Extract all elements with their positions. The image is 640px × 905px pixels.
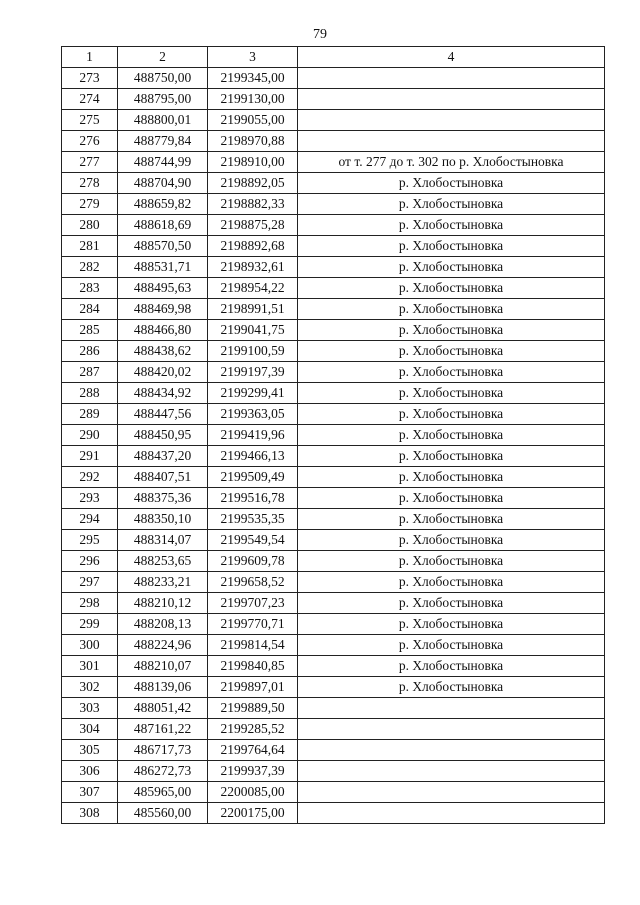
y-coordinate-cell: 2200175,00 — [208, 803, 298, 824]
y-coordinate-cell: 2199707,23 — [208, 593, 298, 614]
y-coordinate-cell: 2198882,33 — [208, 194, 298, 215]
y-coordinate-cell: 2200085,00 — [208, 782, 298, 803]
x-coordinate-cell: 488659,82 — [118, 194, 208, 215]
point-number-cell: 306 — [62, 761, 118, 782]
x-coordinate-cell: 488447,56 — [118, 404, 208, 425]
description-cell — [298, 719, 605, 740]
y-coordinate-cell: 2198970,88 — [208, 131, 298, 152]
y-coordinate-cell: 2199285,52 — [208, 719, 298, 740]
description-cell: р. Хлобостыновка — [298, 194, 605, 215]
description-cell: р. Хлобостыновка — [298, 236, 605, 257]
table-row — [62, 782, 605, 803]
page-number: 79 — [313, 27, 327, 42]
x-coordinate-cell: 488469,98 — [118, 299, 208, 320]
x-coordinate-cell: 488407,51 — [118, 467, 208, 488]
description-cell: р. Хлобостыновка — [298, 635, 605, 656]
table-row — [62, 362, 605, 383]
point-number-cell: 303 — [62, 698, 118, 719]
description-cell: р. Хлобостыновка — [298, 614, 605, 635]
y-coordinate-cell: 2199345,00 — [208, 68, 298, 89]
table-row — [62, 68, 605, 89]
y-coordinate-cell: 2199509,49 — [208, 467, 298, 488]
description-cell: р. Хлобостыновка — [298, 593, 605, 614]
description-cell — [298, 782, 605, 803]
table-row — [62, 656, 605, 677]
x-coordinate-cell: 488438,62 — [118, 341, 208, 362]
point-number-cell: 283 — [62, 278, 118, 299]
table-row — [62, 173, 605, 194]
point-number-cell: 301 — [62, 656, 118, 677]
x-coordinate-cell: 488224,96 — [118, 635, 208, 656]
description-cell: р. Хлобостыновка — [298, 257, 605, 278]
x-coordinate-cell: 486272,73 — [118, 761, 208, 782]
point-number-cell: 280 — [62, 215, 118, 236]
y-coordinate-cell: 2199764,64 — [208, 740, 298, 761]
table-row — [62, 572, 605, 593]
y-coordinate-cell: 2199100,59 — [208, 341, 298, 362]
y-coordinate-cell: 2198932,61 — [208, 257, 298, 278]
description-cell: р. Хлобостыновка — [298, 530, 605, 551]
point-number-cell: 289 — [62, 404, 118, 425]
y-coordinate-cell: 2199889,50 — [208, 698, 298, 719]
y-coordinate-cell: 2198991,51 — [208, 299, 298, 320]
x-coordinate-cell: 488434,92 — [118, 383, 208, 404]
y-coordinate-cell: 2199814,54 — [208, 635, 298, 656]
y-coordinate-cell: 2199658,52 — [208, 572, 298, 593]
table-row — [62, 236, 605, 257]
description-cell — [298, 740, 605, 761]
description-cell: р. Хлобостыновка — [298, 677, 605, 698]
x-coordinate-cell: 488800,01 — [118, 110, 208, 131]
y-coordinate-cell: 2199419,96 — [208, 425, 298, 446]
x-coordinate-cell: 486717,73 — [118, 740, 208, 761]
table-row — [62, 530, 605, 551]
description-cell — [298, 68, 605, 89]
x-coordinate-cell: 488495,63 — [118, 278, 208, 299]
description-cell: р. Хлобостыновка — [298, 656, 605, 677]
description-cell: р. Хлобостыновка — [298, 572, 605, 593]
table-row — [62, 341, 605, 362]
point-number-cell: 287 — [62, 362, 118, 383]
x-coordinate-cell: 488139,06 — [118, 677, 208, 698]
table-row — [62, 89, 605, 110]
column-header-1: 1 — [62, 47, 118, 68]
y-coordinate-cell: 2198892,68 — [208, 236, 298, 257]
description-cell: р. Хлобостыновка — [298, 215, 605, 236]
point-number-cell: 293 — [62, 488, 118, 509]
column-header-3: 3 — [208, 47, 298, 68]
x-coordinate-cell: 488210,07 — [118, 656, 208, 677]
point-number-cell: 286 — [62, 341, 118, 362]
y-coordinate-cell: 2199937,39 — [208, 761, 298, 782]
x-coordinate-cell: 488314,07 — [118, 530, 208, 551]
table-row — [62, 719, 605, 740]
point-number-cell: 302 — [62, 677, 118, 698]
point-number-cell: 276 — [62, 131, 118, 152]
point-number-cell: 285 — [62, 320, 118, 341]
description-cell — [298, 131, 605, 152]
table-row — [62, 215, 605, 236]
point-number-cell: 308 — [62, 803, 118, 824]
point-number-cell: 284 — [62, 299, 118, 320]
y-coordinate-cell: 2199609,78 — [208, 551, 298, 572]
x-coordinate-cell: 485965,00 — [118, 782, 208, 803]
table-row — [62, 635, 605, 656]
point-number-cell: 298 — [62, 593, 118, 614]
y-coordinate-cell: 2199363,05 — [208, 404, 298, 425]
point-number-cell: 281 — [62, 236, 118, 257]
description-cell: р. Хлобостыновка — [298, 299, 605, 320]
table-row — [62, 803, 605, 824]
point-number-cell: 278 — [62, 173, 118, 194]
x-coordinate-cell: 488437,20 — [118, 446, 208, 467]
description-cell — [298, 110, 605, 131]
x-coordinate-cell: 487161,22 — [118, 719, 208, 740]
table-row — [62, 152, 605, 173]
table-row — [62, 467, 605, 488]
point-number-cell: 277 — [62, 152, 118, 173]
point-number-cell: 273 — [62, 68, 118, 89]
table-row — [62, 488, 605, 509]
x-coordinate-cell: 488704,90 — [118, 173, 208, 194]
table-row — [62, 257, 605, 278]
y-coordinate-cell: 2199197,39 — [208, 362, 298, 383]
y-coordinate-cell: 2199840,85 — [208, 656, 298, 677]
table-row — [62, 677, 605, 698]
point-number-cell: 296 — [62, 551, 118, 572]
description-cell: р. Хлобостыновка — [298, 446, 605, 467]
column-header-4: 4 — [298, 47, 605, 68]
x-coordinate-cell: 488531,71 — [118, 257, 208, 278]
description-cell — [298, 89, 605, 110]
x-coordinate-cell: 488420,02 — [118, 362, 208, 383]
table-row — [62, 320, 605, 341]
y-coordinate-cell: 2198910,00 — [208, 152, 298, 173]
y-coordinate-cell: 2199041,75 — [208, 320, 298, 341]
table-row — [62, 509, 605, 530]
table-row — [62, 446, 605, 467]
coordinates-table — [61, 46, 605, 824]
x-coordinate-cell: 488450,95 — [118, 425, 208, 446]
table-row — [62, 110, 605, 131]
description-cell: р. Хлобостыновка — [298, 467, 605, 488]
y-coordinate-cell: 2199055,00 — [208, 110, 298, 131]
table-row — [62, 740, 605, 761]
x-coordinate-cell: 488795,00 — [118, 89, 208, 110]
table-row — [62, 761, 605, 782]
point-number-cell: 291 — [62, 446, 118, 467]
y-coordinate-cell: 2199299,41 — [208, 383, 298, 404]
description-cell: р. Хлобостыновка — [298, 509, 605, 530]
description-cell — [298, 698, 605, 719]
point-number-cell: 274 — [62, 89, 118, 110]
x-coordinate-cell: 488779,84 — [118, 131, 208, 152]
y-coordinate-cell: 2199466,13 — [208, 446, 298, 467]
y-coordinate-cell: 2199897,01 — [208, 677, 298, 698]
table-row — [62, 404, 605, 425]
point-number-cell: 292 — [62, 467, 118, 488]
description-cell: р. Хлобостыновка — [298, 173, 605, 194]
point-number-cell: 297 — [62, 572, 118, 593]
x-coordinate-cell: 485560,00 — [118, 803, 208, 824]
table-header-row — [62, 47, 605, 68]
table-body — [62, 68, 605, 824]
description-cell: р. Хлобостыновка — [298, 383, 605, 404]
y-coordinate-cell: 2199130,00 — [208, 89, 298, 110]
x-coordinate-cell: 488375,36 — [118, 488, 208, 509]
point-number-cell: 290 — [62, 425, 118, 446]
description-cell: р. Хлобостыновка — [298, 320, 605, 341]
x-coordinate-cell: 488570,50 — [118, 236, 208, 257]
description-cell: р. Хлобостыновка — [298, 551, 605, 572]
description-cell: р. Хлобостыновка — [298, 488, 605, 509]
y-coordinate-cell: 2199535,35 — [208, 509, 298, 530]
point-number-cell: 279 — [62, 194, 118, 215]
x-coordinate-cell: 488744,99 — [118, 152, 208, 173]
description-cell: р. Хлобостыновка — [298, 404, 605, 425]
table-row — [62, 614, 605, 635]
table-row — [62, 194, 605, 215]
table-row — [62, 425, 605, 446]
x-coordinate-cell: 488210,12 — [118, 593, 208, 614]
point-number-cell: 282 — [62, 257, 118, 278]
x-coordinate-cell: 488350,10 — [118, 509, 208, 530]
table-row — [62, 131, 605, 152]
point-number-cell: 275 — [62, 110, 118, 131]
point-number-cell: 299 — [62, 614, 118, 635]
y-coordinate-cell: 2198892,05 — [208, 173, 298, 194]
x-coordinate-cell: 488618,69 — [118, 215, 208, 236]
table-row — [62, 383, 605, 404]
y-coordinate-cell: 2199516,78 — [208, 488, 298, 509]
point-number-cell: 294 — [62, 509, 118, 530]
x-coordinate-cell: 488233,21 — [118, 572, 208, 593]
point-number-cell: 305 — [62, 740, 118, 761]
description-cell — [298, 803, 605, 824]
table-row — [62, 698, 605, 719]
y-coordinate-cell: 2199770,71 — [208, 614, 298, 635]
point-number-cell: 307 — [62, 782, 118, 803]
column-header-2: 2 — [118, 47, 208, 68]
y-coordinate-cell: 2199549,54 — [208, 530, 298, 551]
y-coordinate-cell: 2198875,28 — [208, 215, 298, 236]
description-cell — [298, 761, 605, 782]
description-cell: от т. 277 до т. 302 по р. Хлобостыновка — [298, 152, 605, 173]
description-cell: р. Хлобостыновка — [298, 362, 605, 383]
x-coordinate-cell: 488750,00 — [118, 68, 208, 89]
x-coordinate-cell: 488253,65 — [118, 551, 208, 572]
description-cell: р. Хлобостыновка — [298, 278, 605, 299]
description-cell: р. Хлобостыновка — [298, 341, 605, 362]
description-cell: р. Хлобостыновка — [298, 425, 605, 446]
table-row — [62, 278, 605, 299]
x-coordinate-cell: 488051,42 — [118, 698, 208, 719]
table-row — [62, 299, 605, 320]
table-row — [62, 593, 605, 614]
point-number-cell: 295 — [62, 530, 118, 551]
y-coordinate-cell: 2198954,22 — [208, 278, 298, 299]
point-number-cell: 300 — [62, 635, 118, 656]
point-number-cell: 288 — [62, 383, 118, 404]
x-coordinate-cell: 488208,13 — [118, 614, 208, 635]
x-coordinate-cell: 488466,80 — [118, 320, 208, 341]
table-row — [62, 551, 605, 572]
point-number-cell: 304 — [62, 719, 118, 740]
